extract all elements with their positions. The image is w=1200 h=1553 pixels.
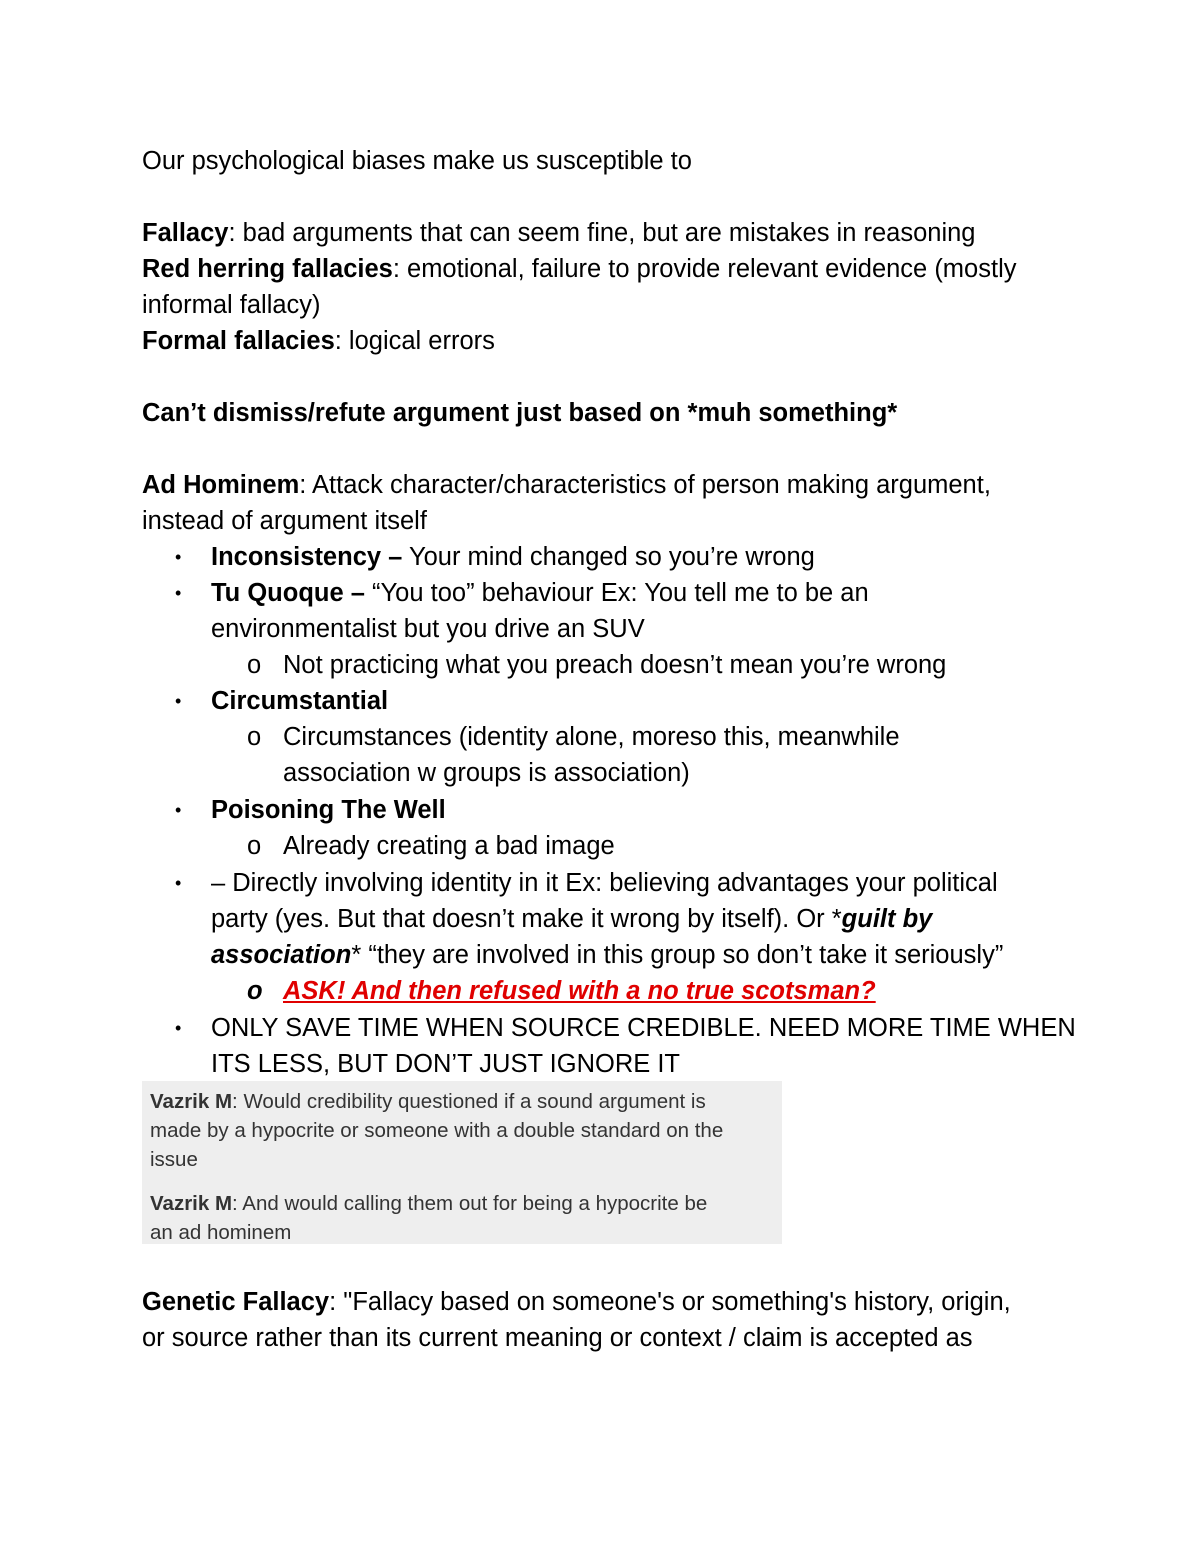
definition-red-herring-cont: informal fallacy)	[142, 291, 321, 319]
bullet-identity-cont-2	[211, 937, 1003, 973]
bullet-icon: •	[175, 691, 182, 711]
chat-excerpt	[142, 1081, 782, 1244]
bullet-icon: •	[175, 547, 182, 567]
chat-message-line	[150, 1087, 780, 1116]
section-heading: Can’t dismiss/refute argument just based on *muh something*	[142, 399, 898, 427]
chat-author: Vazrik M	[150, 1090, 233, 1113]
bullet-circumstantial: Circumstantial	[211, 687, 389, 715]
bullet-credible-cont: ITS LESS, BUT DON’T JUST IGNORE IT	[211, 1050, 680, 1078]
intro-text: Our psychological biases make us susceptible to	[142, 147, 692, 175]
bullet-tu-quoque	[211, 575, 869, 611]
term: Red herring fallacies	[142, 255, 393, 283]
label: Inconsistency –	[211, 543, 403, 571]
bullet-poisoning-the-well: Poisoning The Well	[211, 796, 446, 824]
ad-hominem-cont: instead of argument itself	[142, 507, 427, 535]
definition-red-herring	[142, 251, 1017, 287]
text: “You too” behaviour Ex: You tell me to be an	[364, 579, 869, 607]
term: Fallacy	[142, 219, 229, 247]
chat-message-line	[150, 1189, 780, 1218]
text: Your mind changed so you’re wrong	[402, 543, 815, 571]
bullet-icon: •	[175, 1018, 182, 1038]
chat-message-line: an ad hominem	[150, 1221, 292, 1244]
chat-text: : And would calling them out for being a hypocrite be	[232, 1192, 708, 1215]
sub-bullet-icon: o	[247, 723, 262, 751]
definition-fallacy	[142, 215, 975, 251]
emphasis: association	[211, 941, 352, 969]
emphasis: guilt by	[841, 905, 933, 933]
bullet-identity: – Directly involving identity in it Ex: believing advantages your political	[211, 869, 998, 897]
chat-message-line: made by a hypocrite or someone with a double standard on the	[150, 1119, 724, 1142]
text: * “they are involved in this group so don’t take it seriously”	[351, 941, 1004, 969]
sub-bullet-ask-note: ASK! And then refused with a no true scotsman?	[283, 977, 876, 1005]
bullet-icon: •	[175, 800, 182, 820]
bullet-inconsistency	[211, 539, 815, 575]
definition: : "Fallacy based on someone's or something's history, origin,	[329, 1288, 1011, 1316]
sub-bullet-icon: o	[247, 651, 262, 679]
text: party (yes. But that doesn’t make it wrong by itself). Or *	[211, 905, 842, 933]
chat-message-line: issue	[150, 1148, 198, 1171]
sub-bullet-tu-quoque: Not practicing what you preach doesn’t mean you’re wrong	[283, 651, 947, 679]
sub-bullet-icon: o	[247, 977, 263, 1005]
bullet-credible: ONLY SAVE TIME WHEN SOURCE CREDIBLE. NEED MORE TIME WHEN	[211, 1014, 1076, 1042]
sub-bullet-poisoning: Already creating a bad image	[283, 832, 615, 860]
sub-bullet-circumstantial-cont: association w groups is association)	[283, 759, 690, 787]
definition: : logical errors	[334, 327, 495, 355]
chat-author: Vazrik M	[150, 1192, 233, 1215]
chat-text: : Would credibility questioned if a sound argument is	[232, 1090, 706, 1113]
term: Formal fallacies	[142, 327, 335, 355]
definition: : Attack character/characteristics of person making argument,	[299, 471, 991, 499]
sub-bullet-icon: o	[247, 832, 262, 860]
genetic-fallacy-cont: or source rather than its current meaning or context / claim is accepted as	[142, 1324, 973, 1352]
definition-formal	[142, 323, 495, 359]
definition: : emotional, failure to provide relevant evidence (mostly	[392, 255, 1017, 283]
term: Ad Hominem	[142, 471, 300, 499]
label: Tu Quoque –	[211, 579, 365, 607]
bullet-tu-quoque-cont: environmentalist but you drive an SUV	[211, 615, 645, 643]
genetic-fallacy-definition	[142, 1284, 1011, 1320]
bullet-icon: •	[175, 873, 182, 893]
term: Genetic Fallacy	[142, 1288, 330, 1316]
sub-bullet-circumstantial: Circumstances (identity alone, moreso this, meanwhile	[283, 723, 900, 751]
bullet-identity-cont	[211, 901, 932, 937]
bullet-icon: •	[175, 583, 182, 603]
definition: : bad arguments that can seem fine, but are mistakes in reasoning	[228, 219, 976, 247]
ad-hominem-definition	[142, 467, 991, 503]
